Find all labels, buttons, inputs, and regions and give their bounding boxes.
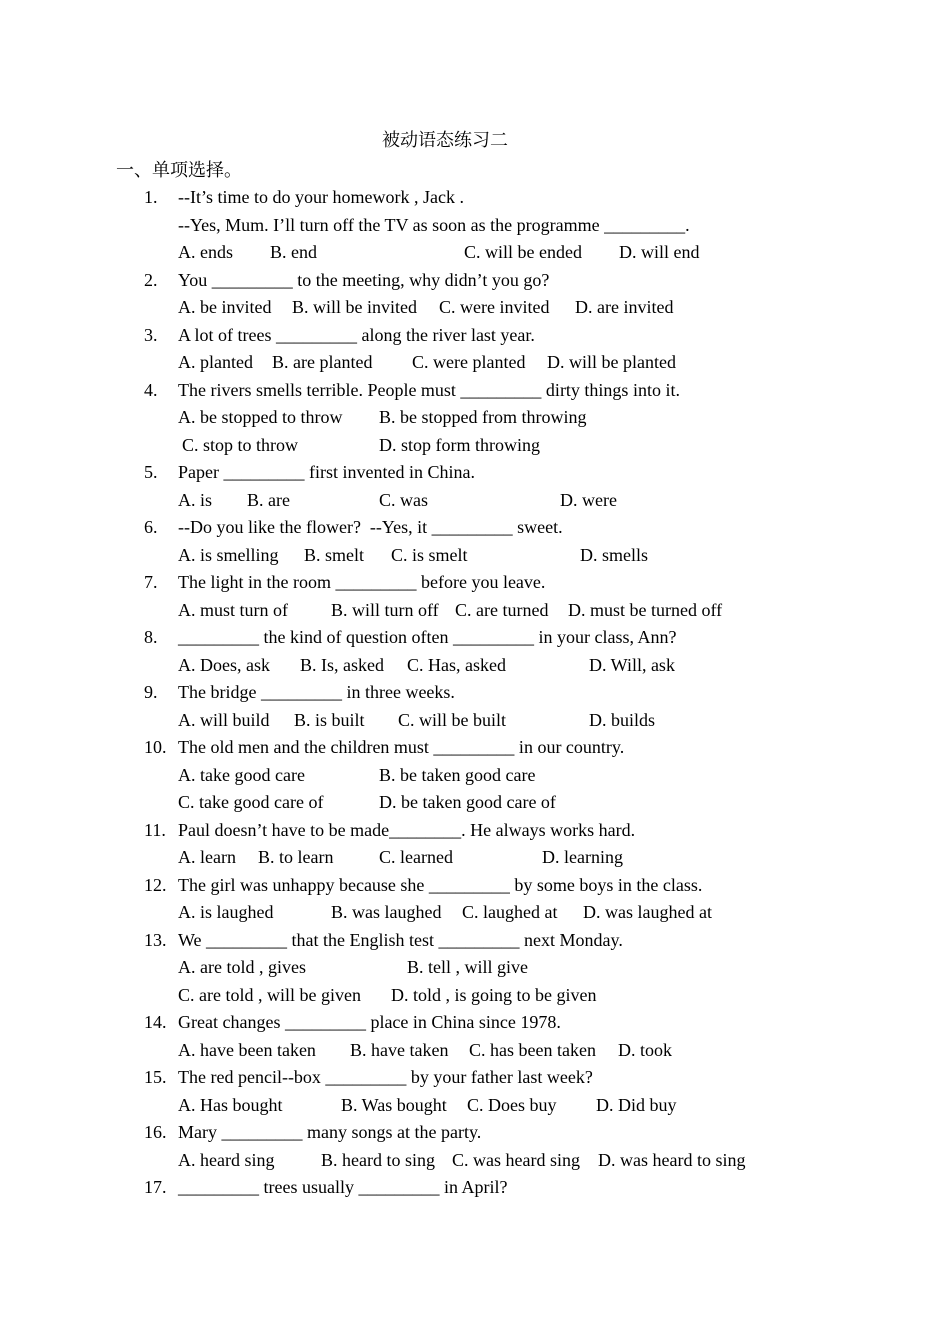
answer-option: C. has been taken: [469, 1039, 596, 1060]
question-text: The rivers smells terrible. People must _________ dirty things into it.: [178, 379, 680, 400]
answer-option: D. must be turned off: [568, 599, 723, 620]
answer-option: A. heard sing: [178, 1149, 275, 1170]
question-number: 6.: [144, 517, 158, 537]
question-text: --It’s time to do your homework , Jack .: [178, 187, 464, 207]
question-number: 13.: [144, 929, 167, 950]
question-number: 8.: [144, 627, 158, 647]
question-text: The bridge _________ in three weeks.: [178, 682, 455, 702]
answer-option: C. learned: [379, 847, 453, 867]
question-number: 3.: [144, 324, 158, 345]
question-text: --Yes, Mum. I’ll turn off the TV as soon as the programme _________.: [178, 214, 690, 235]
question-text: Paul doesn’t have to be made________. He always works hard.: [178, 819, 636, 840]
question-number: 9.: [144, 682, 158, 702]
question-text: Paper _________ first invented in China.: [178, 462, 475, 482]
question-text: You _________ to the meeting, why didn’t you go?: [178, 269, 550, 290]
answer-option: B. have taken: [350, 1039, 449, 1060]
answer-option: A. are told , gives: [178, 957, 306, 977]
section-heading: 一、单项选择。: [116, 160, 242, 180]
question-number: 7.: [144, 572, 158, 592]
answer-option: D. will be planted: [547, 352, 676, 372]
question-text: We _________ that the English test _________ next Monday.: [178, 929, 623, 950]
answer-option: B. was laughed: [331, 902, 442, 922]
answer-option: C. stop to throw: [182, 434, 299, 455]
answer-option: C. Does buy: [467, 1094, 557, 1115]
answer-option: A. Does, ask: [178, 654, 270, 675]
answer-option: A. is: [178, 489, 213, 510]
question-text: Great changes _________ place in China since 1978.: [178, 1012, 561, 1032]
answer-option: D. are invited: [575, 297, 674, 317]
answer-option: A. is smelling: [178, 544, 279, 565]
page-title: 被动语态练习二: [382, 130, 508, 150]
answer-option: D. builds: [589, 709, 656, 730]
question-number: 12.: [144, 874, 167, 895]
answer-option: B. be taken good care: [379, 764, 536, 785]
answer-option: D. Will, ask: [589, 654, 675, 675]
question-text: The old men and the children must _________ in our country.: [178, 737, 625, 757]
answer-option: D. were: [560, 489, 617, 510]
question-number: 5.: [144, 462, 158, 482]
answer-option: B. to learn: [258, 847, 334, 867]
answer-option: A. have been taken: [178, 1039, 316, 1060]
answer-option: C. are told , will be given: [178, 984, 361, 1005]
answer-option: C. was: [379, 489, 428, 510]
answer-option: A. take good care: [178, 764, 305, 785]
answer-option: A. ends: [178, 242, 233, 262]
answer-option: B. heard to sing: [321, 1149, 435, 1170]
question-number: 1.: [144, 187, 158, 207]
answer-option: B. will be invited: [292, 297, 417, 317]
answer-option: D. took: [618, 1039, 672, 1060]
question-number: 10.: [144, 737, 167, 757]
question-text: --Do you like the flower? --Yes, it _________ sweet.: [178, 517, 563, 537]
answer-option: D. will end: [619, 242, 700, 262]
question-text: Mary _________ many songs at the party.: [178, 1122, 482, 1142]
answer-option: B. are planted: [272, 352, 373, 372]
question-text: The girl was unhappy because she _________ by some boys in the class.: [178, 874, 703, 895]
answer-option: C. will be built: [398, 709, 506, 730]
answer-option: B. end: [270, 242, 317, 262]
answer-option: D. Did buy: [596, 1094, 677, 1115]
question-number: 4.: [144, 379, 158, 400]
answer-option: B. is built: [294, 709, 365, 730]
question-number: 11.: [144, 819, 166, 840]
answer-option: C. are turned: [455, 599, 549, 620]
answer-option: D. learning: [542, 847, 623, 867]
answer-option: D. smells: [580, 544, 649, 565]
question-number: 16.: [144, 1122, 167, 1142]
answer-option: A. learn: [178, 847, 236, 867]
answer-option: C. was heard sing: [452, 1149, 580, 1170]
answer-option: C. will be ended: [464, 242, 582, 262]
answer-option: D. stop form throwing: [379, 434, 540, 455]
answer-option: A. be stopped to throw: [178, 407, 343, 427]
question-text: _________ the kind of question often _________ in your class, Ann?: [178, 627, 677, 647]
answer-option: B. be stopped from throwing: [379, 407, 587, 427]
answer-option: B. will turn off: [331, 599, 439, 620]
answer-option: C. were invited: [439, 297, 550, 317]
answer-option: D. be taken good care of: [379, 792, 556, 812]
answer-option: B. smelt: [304, 544, 365, 565]
question-text: A lot of trees _________ along the river last year.: [178, 324, 535, 345]
answer-option: A. will build: [178, 709, 270, 730]
question-number: 15.: [144, 1067, 167, 1087]
answer-option: D. was heard to sing: [598, 1149, 746, 1170]
answer-option: B. are: [247, 489, 290, 510]
question-text: The red pencil--box _________ by your father last week?: [178, 1067, 593, 1087]
answer-option: C. is smelt: [391, 544, 468, 565]
answer-option: C. laughed at: [462, 902, 558, 922]
answer-option: B. Was bought: [341, 1094, 447, 1115]
answer-option: A. planted: [178, 352, 253, 372]
answer-option: D. told , is going to be given: [391, 984, 597, 1005]
question-number: 2.: [144, 269, 158, 290]
answer-option: C. Has, asked: [407, 654, 506, 675]
question-text: _________ trees usually _________ in April?: [178, 1177, 508, 1197]
answer-option: C. take good care of: [178, 792, 324, 812]
answer-option: D. was laughed at: [583, 902, 712, 922]
question-number: 14.: [144, 1012, 167, 1032]
question-number: 17.: [144, 1177, 167, 1197]
answer-option: A. must turn of: [178, 599, 288, 620]
question-text: The light in the room _________ before you leave.: [178, 572, 546, 592]
answer-option: A. Has bought: [178, 1094, 283, 1115]
answer-option: C. were planted: [412, 352, 526, 372]
answer-option: B. Is, asked: [300, 654, 384, 675]
answer-option: A. be invited: [178, 297, 272, 317]
answer-option: A. is laughed: [178, 902, 274, 922]
answer-option: B. tell , will give: [407, 957, 528, 977]
